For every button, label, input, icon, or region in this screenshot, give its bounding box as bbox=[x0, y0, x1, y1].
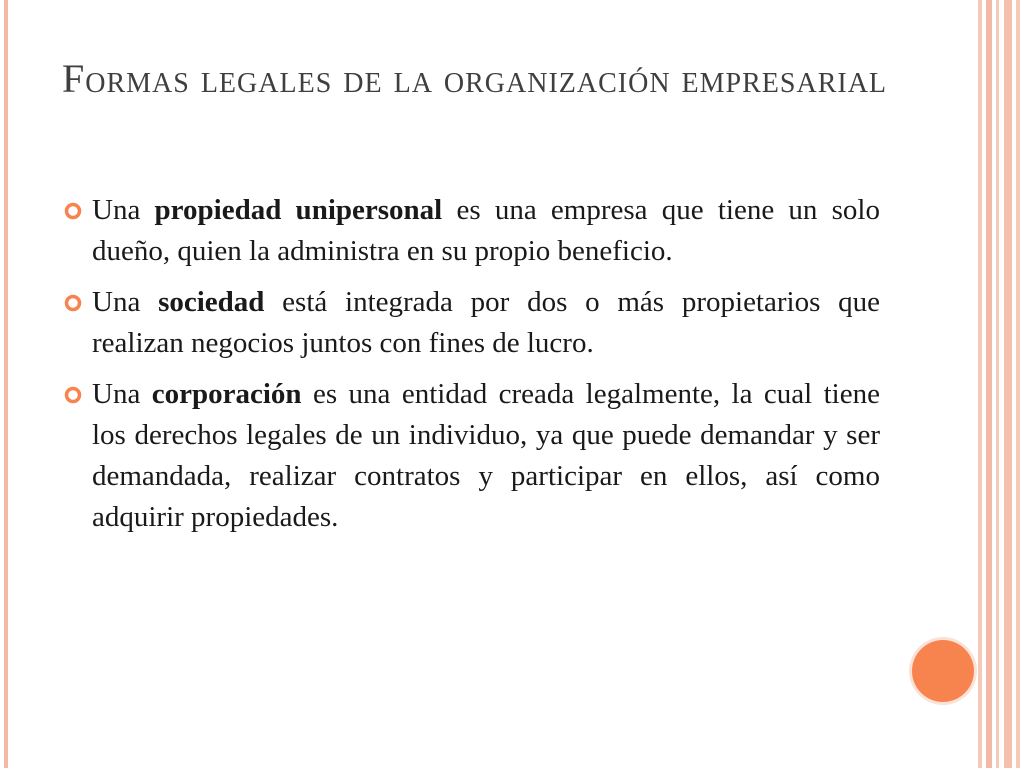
stripe bbox=[1016, 0, 1020, 768]
bullet-term: corporación bbox=[151, 378, 302, 410]
right-decorative-stripes bbox=[978, 0, 1024, 768]
bullet-text-post: es una empresa que tiene un solo dueño, quien la administra en su propio beneficio. bbox=[92, 194, 880, 267]
orange-ring-bullet-icon bbox=[64, 386, 82, 404]
stripe bbox=[1004, 0, 1012, 768]
orange-ring-bullet-icon bbox=[64, 294, 82, 312]
stripe bbox=[978, 0, 982, 768]
bullet-item bbox=[60, 190, 880, 272]
bullet-text-pre: Una bbox=[92, 286, 159, 318]
stripe bbox=[986, 0, 992, 768]
slide-title: Formas legales de la organización empresarial bbox=[62, 56, 888, 101]
bullet-text-post: es una entidad creada legalmente, la cual tiene los derechos legales de un individuo, ya que puede demandar y ser demandada, realizar contratos y participar en ellos, así como adquirir propiedades. bbox=[92, 378, 880, 533]
stripe bbox=[996, 0, 999, 768]
orange-circle-icon bbox=[912, 640, 974, 702]
bullet-list bbox=[60, 190, 880, 548]
bullet-item bbox=[60, 374, 880, 538]
bullet-term: sociedad bbox=[158, 286, 265, 318]
bullet-item bbox=[60, 282, 880, 364]
orange-ring-bullet-icon bbox=[64, 202, 82, 220]
bullet-text-pre: Una bbox=[92, 194, 155, 226]
bullet-text-pre: Una bbox=[92, 378, 152, 410]
bullet-term: propiedad unipersonal bbox=[154, 194, 443, 226]
left-border-rule bbox=[4, 0, 8, 768]
bullet-text-post: está integrada por dos o más propietarios que realizan negocios juntos con fines de lucro. bbox=[92, 286, 880, 359]
